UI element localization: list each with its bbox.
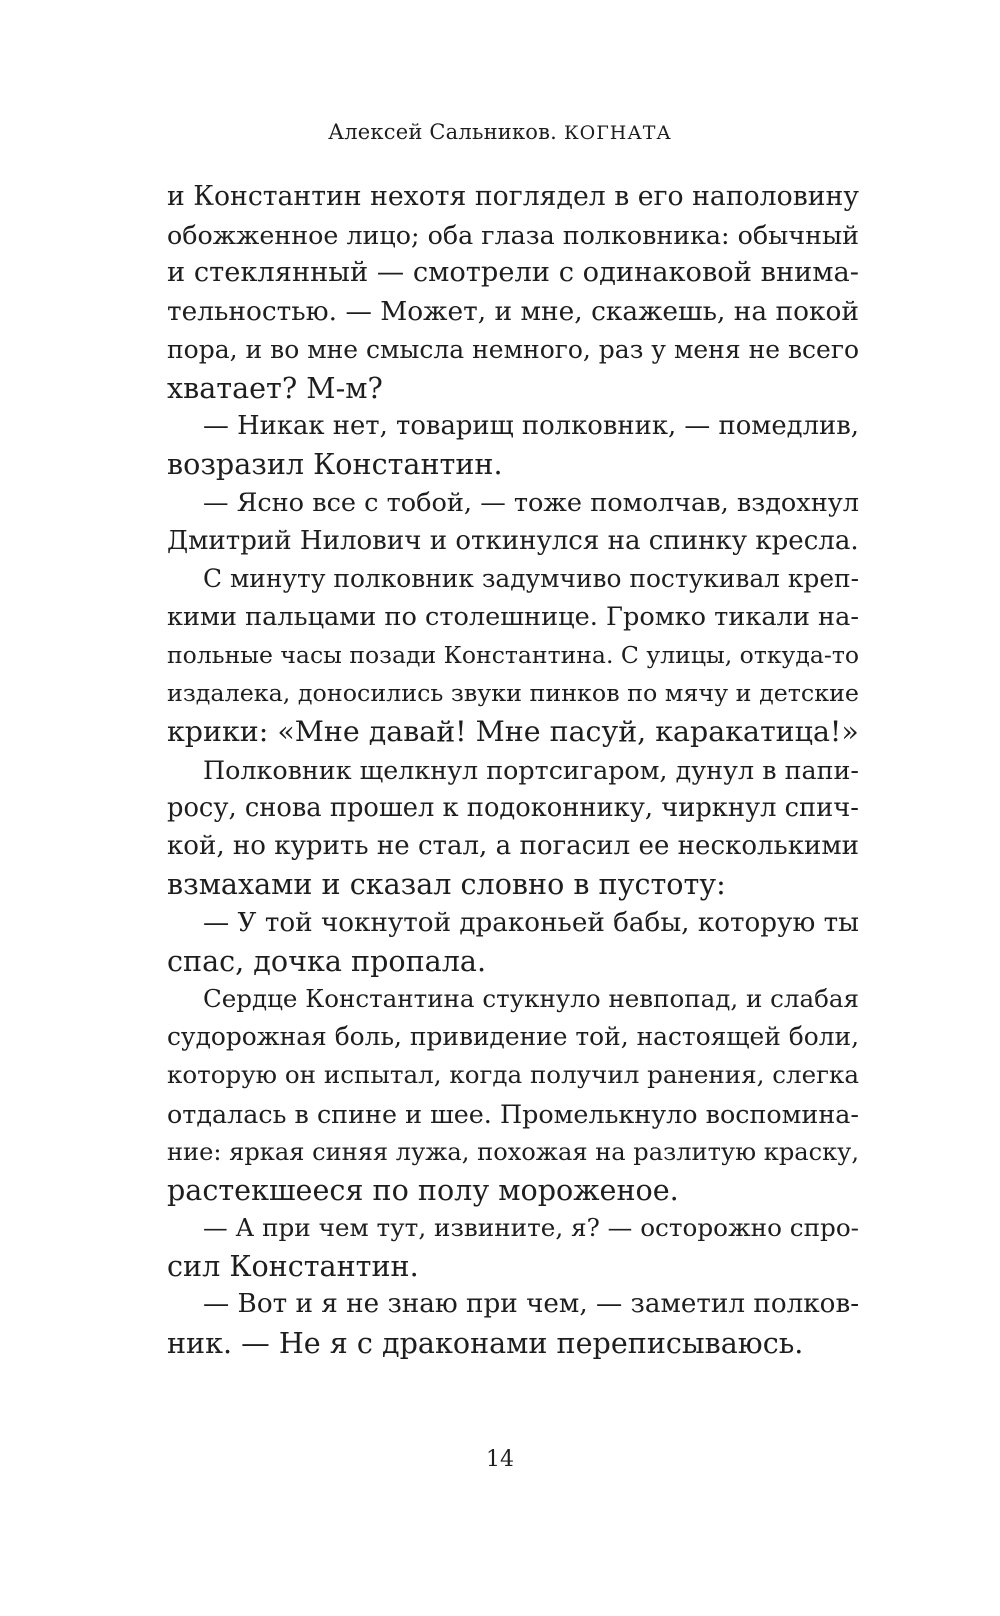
text-line: обожженное лицо; оба глаза полковника: обычный bbox=[167, 220, 859, 251]
text-line: С минуту полковник задумчиво постукивал креп- bbox=[203, 563, 859, 593]
text-line: Сердце Константина стукнуло невпопад, и слабая bbox=[203, 983, 859, 1013]
page-number: 14 bbox=[486, 1447, 514, 1472]
text-line: — Ясно все с тобой, — тоже помолчав, вздохнул bbox=[203, 487, 859, 518]
text-line: росу, снова прошел к подоконнику, чиркнул спич- bbox=[167, 793, 859, 823]
text-line: ние: яркая синяя лужа, похожая на разлитую краску, bbox=[167, 1137, 859, 1166]
text-line: которую он испытал, когда получил ранения, слегка bbox=[167, 1060, 859, 1090]
text-line: взмахами и сказал словно в пустоту: bbox=[167, 867, 726, 902]
text-line: ник. — Не я с драконами переписываюсь. bbox=[167, 1325, 804, 1360]
header-title: КОГНАТА bbox=[563, 122, 672, 144]
text-line: и стеклянный — смотрели с одинаковой внима- bbox=[167, 257, 859, 289]
text-line: — Никак нет, товарищ полковник, — помедлив, bbox=[203, 411, 859, 442]
text-line: пора, и во мне смысла немного, раз у меня не всего bbox=[167, 334, 859, 364]
text-line: — Вот и я не знаю при чем, — заметил полков- bbox=[203, 1289, 860, 1320]
running-header bbox=[0, 118, 1000, 147]
text-line: Дмитрий Нилович и откинулся на спинку кресла. bbox=[167, 525, 859, 556]
body-text bbox=[167, 178, 859, 1362]
text-line: польные часы позади Константина. С улицы, откуда-то bbox=[167, 641, 859, 670]
text-line: хватает? М-м? bbox=[167, 370, 383, 405]
text-line: кой, но курить не стал, а погасил ее несколькими bbox=[167, 831, 859, 862]
text-line: — А при чем тут, извините, я? — осторожно спро- bbox=[203, 1213, 859, 1243]
text-line: крики: «Мне давай! Мне пасуй, каракатица!» bbox=[167, 714, 859, 748]
text-line: издалека, доносились звуки пинков по мячу и детские bbox=[167, 679, 859, 708]
text-line: судорожная боль, привидение той, настоящей боли, bbox=[167, 1022, 859, 1052]
text-line: и Константин нехотя поглядел в его наполовину bbox=[167, 181, 859, 212]
text-line: кими пальцами по столешнице. Громко тикали на- bbox=[167, 602, 859, 633]
text-line: — У той чокнутой драконьей бабы, которую ты bbox=[203, 907, 859, 938]
text-line: сил Константин. bbox=[167, 1249, 419, 1284]
text-line: отдалась в спине и шее. Промелькнуло воспомина- bbox=[167, 1098, 859, 1129]
text-line: Полковник щелкнул портсигаром, дунул в папи- bbox=[203, 754, 859, 785]
text-line: спас, дочка пропала. bbox=[167, 943, 487, 978]
text-line: растекшееся по полу мороженое. bbox=[167, 1172, 679, 1207]
header-author: Алексей Сальников. bbox=[328, 120, 558, 144]
text-line: возразил Константин. bbox=[167, 447, 503, 482]
text-line: тельностью. — Может, и мне, скажешь, на покой bbox=[167, 295, 859, 327]
